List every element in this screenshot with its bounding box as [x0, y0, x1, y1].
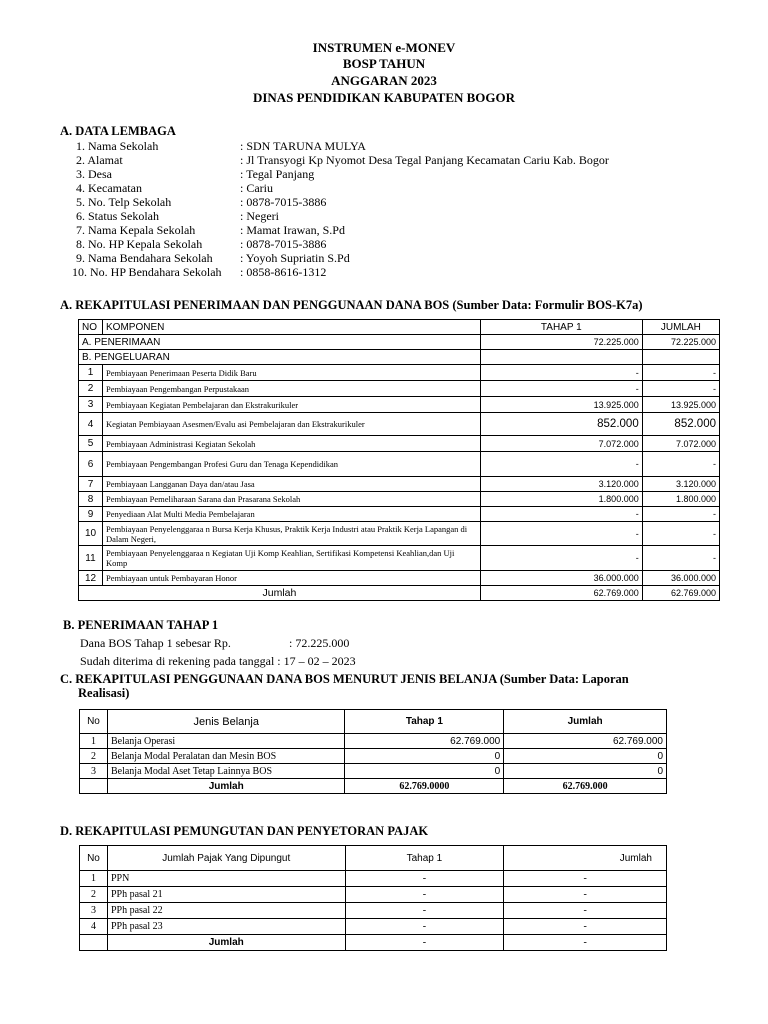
row-komponen: Pembiayaan Administrasi Kegiatan Sekolah: [103, 436, 481, 452]
info-label: 2. Alamat: [76, 153, 123, 167]
row-tahap: -: [345, 903, 504, 919]
row-no: 2: [79, 381, 103, 397]
total-tahap: 62.769.0000: [345, 779, 504, 794]
doc-title-line4: DINAS PENDIDIKAN KABUPATEN BOGOR: [252, 90, 516, 105]
jenis-belanja-table: [79, 709, 667, 794]
table-row: [79, 492, 720, 507]
table-row: [79, 452, 720, 477]
row-jenis: Belanja Modal Aset Tetap Lainnya BOS: [107, 764, 345, 779]
pajak-table: [79, 845, 667, 951]
row-tahap: 1.800.000: [480, 492, 642, 507]
info-row: [76, 181, 273, 195]
row-jenis: PPh pasal 22: [107, 903, 345, 919]
row-jumlah: 62.769.000: [504, 734, 667, 749]
info-row: [76, 237, 326, 251]
row-komponen: Pembiayaan Pemeliharaan Sarana dan Prasarana Sekolah: [103, 492, 481, 507]
row-jumlah: -: [642, 365, 719, 381]
table-row: [79, 365, 720, 381]
empty-cell: [480, 350, 642, 365]
row-no: 11: [79, 546, 103, 571]
row-komponen: Penyediaan Alat Multi Media Pembelajaran: [103, 507, 481, 522]
table-row: [80, 871, 667, 887]
row-jumlah: 7.072.000: [642, 436, 719, 452]
header-komponen: KOMPONEN: [103, 320, 481, 335]
row-jumlah: -: [642, 522, 719, 546]
section-jenis-belanja-title-2: Realisasi): [78, 686, 130, 700]
row-tahap: -: [480, 452, 642, 477]
total-jumlah: 62.769.000: [504, 779, 667, 794]
row-jumlah: 0: [504, 749, 667, 764]
info-row: [76, 251, 350, 265]
table-row: [79, 571, 720, 586]
header-jenis: Jumlah Pajak Yang Dipungut: [107, 846, 345, 871]
row-komponen: Kegiatan Pembiayaan Asesmen/Evalu asi Pembelajaran dan Ekstrakurikuler: [103, 413, 481, 436]
table-total-row: [79, 586, 720, 601]
table-row: [80, 887, 667, 903]
row-jenis: PPh pasal 21: [107, 887, 345, 903]
info-label: 7. Nama Kepala Sekolah: [76, 223, 196, 237]
table-row: [80, 919, 667, 935]
total-label: Jumlah: [79, 586, 481, 601]
empty-cell: [642, 350, 719, 365]
row-jumlah: 1.800.000: [642, 492, 719, 507]
row-jumlah: -: [642, 507, 719, 522]
info-value: : 0858-8616-1312: [240, 265, 327, 279]
row-tahap: 62.769.000: [345, 734, 504, 749]
row-komponen: Pembiayaan untuk Pembayaran Honor: [103, 571, 481, 586]
table-row: [79, 507, 720, 522]
total-label: Jumlah: [107, 935, 345, 951]
row-jenis: PPh pasal 23: [107, 919, 345, 935]
table-row: [79, 522, 720, 546]
row-tahap: 3.120.000: [480, 477, 642, 492]
row-tahap: 36.000.000: [480, 571, 642, 586]
row-komponen: Pembiayaan Penyelenggaraa n Bursa Kerja Khusus, Praktik Kerja Industri atau Praktik Kerja Lapangan di Dalam Negeri,: [103, 522, 481, 546]
row-tahap: -: [480, 522, 642, 546]
table-header-row: [80, 710, 667, 734]
info-value: : Yoyoh Supriatin S.Pd: [240, 251, 350, 265]
row-no: 4: [80, 919, 108, 935]
table-row: [79, 413, 720, 436]
row-no: 2: [80, 749, 108, 764]
info-value: : Cariu: [240, 181, 273, 195]
header-no: NO: [79, 320, 103, 335]
info-label: 6. Status Sekolah: [76, 209, 159, 223]
row-jumlah: 13.925.000: [642, 397, 719, 413]
table-row: [79, 477, 720, 492]
row-komponen: Pembiayaan Penyelenggaraa n Kegiatan Uji Komp Keahlian, Sertifikasi Kompetensi Keahlian,dan Uji Komp: [103, 546, 481, 571]
header-no: No: [80, 710, 108, 734]
row-no: 10: [79, 522, 103, 546]
row-tahap: -: [345, 919, 504, 935]
empty-cell: [80, 779, 108, 794]
info-label: 4. Kecamatan: [76, 181, 142, 195]
row-no: 3: [80, 764, 108, 779]
row-tahap: 13.925.000: [480, 397, 642, 413]
row-komponen: Pembiayaan Pengembangan Profesi Guru dan Tenaga Kependidikan: [103, 452, 481, 477]
header-jumlah: JUMLAH: [642, 320, 719, 335]
row-jumlah: -: [504, 903, 667, 919]
info-value: : 0878-7015-3886: [240, 195, 327, 209]
total-label: Jumlah: [107, 779, 345, 794]
row-no: 4: [79, 413, 103, 436]
table-row-pengeluaran: [79, 350, 720, 365]
info-row: [76, 223, 345, 237]
empty-cell: [80, 935, 108, 951]
total-jumlah: 62.769.000: [642, 586, 719, 601]
row-jenis: PPN: [107, 871, 345, 887]
table-row: [79, 381, 720, 397]
row-komponen: Pembiayaan Langganan Daya dan/atau Jasa: [103, 477, 481, 492]
row-tahap: 0: [345, 749, 504, 764]
penerimaan-line2: Sudah diterima di rekening pada tanggal : 17 – 02 – 2023: [80, 654, 356, 668]
pengeluaran-label: B. PENGELUARAN: [79, 350, 481, 365]
row-tahap: -: [345, 887, 504, 903]
total-tahap: 62.769.000: [480, 586, 642, 601]
row-tahap: -: [345, 871, 504, 887]
row-jumlah: 852.000: [642, 413, 719, 436]
total-tahap: -: [345, 935, 504, 951]
row-jenis: Belanja Operasi: [107, 734, 345, 749]
row-jumlah: -: [504, 919, 667, 935]
row-no: 3: [79, 397, 103, 413]
info-row: [76, 167, 314, 181]
table-total-row: [80, 935, 667, 951]
row-no: 8: [79, 492, 103, 507]
info-row: [76, 209, 279, 223]
header-jumlah: Jumlah: [504, 846, 667, 871]
row-tahap: 7.072.000: [480, 436, 642, 452]
row-komponen: Pembiayaan Kegiatan Pembelajaran dan Ekstrakurikuler: [103, 397, 481, 413]
row-tahap: 0: [345, 764, 504, 779]
table-row-penerimaan: [79, 335, 720, 350]
table-row: [80, 734, 667, 749]
row-no: 1: [79, 365, 103, 381]
header-tahap: Tahap 1: [345, 846, 504, 871]
header-tahap: TAHAP 1: [480, 320, 642, 335]
info-row: [76, 139, 366, 153]
table-row: [80, 903, 667, 919]
rekap-table: [78, 319, 720, 601]
section-rekap-title: A. REKAPITULASI PENERIMAAN DAN PENGGUNAAN DANA BOS (Sumber Data: Formulir BOS-K7a): [60, 298, 643, 312]
row-no: 6: [79, 452, 103, 477]
table-total-row: [80, 779, 667, 794]
row-no: 3: [80, 903, 108, 919]
row-no: 1: [80, 734, 108, 749]
row-tahap: -: [480, 381, 642, 397]
penerimaan-jumlah: 72.225.000: [642, 335, 719, 350]
section-data-lembaga-title: A. DATA LEMBAGA: [60, 124, 176, 138]
row-no: 9: [79, 507, 103, 522]
table-header-row: [80, 846, 667, 871]
table-header-row: [79, 320, 720, 335]
info-label: 8. No. HP Kepala Sekolah: [76, 237, 203, 251]
doc-title-line3: ANGGARAN 2023: [331, 73, 437, 88]
row-tahap: -: [480, 365, 642, 381]
penerimaan-value: : 72.225.000: [289, 636, 350, 650]
info-value: : SDN TARUNA MULYA: [240, 139, 366, 153]
row-no: 7: [79, 477, 103, 492]
row-jenis: Belanja Modal Peralatan dan Mesin BOS: [107, 749, 345, 764]
row-komponen: Pembiayaan Penerimaan Peserta Didik Baru: [103, 365, 481, 381]
row-jumlah: 0: [504, 764, 667, 779]
header-jenis: Jenis Belanja: [107, 710, 345, 734]
info-value: : Tegal Panjang: [240, 167, 315, 181]
row-jumlah: 3.120.000: [642, 477, 719, 492]
section-pajak-title: D. REKAPITULASI PEMUNGUTAN DAN PENYETORAN PAJAK: [60, 824, 429, 838]
info-row: [76, 153, 609, 167]
info-label: 1. Nama Sekolah: [76, 139, 159, 153]
section-penerimaan-title: B. PENERIMAAN TAHAP 1: [63, 618, 219, 632]
doc-title-line2: BOSP TAHUN: [342, 56, 426, 71]
row-jumlah: -: [504, 871, 667, 887]
table-row: [80, 764, 667, 779]
info-row: [72, 265, 326, 279]
table-row: [80, 749, 667, 764]
section-jenis-belanja-title: C. REKAPITULASI PENGGUNAAN DANA BOS MENURUT JENIS BELANJA (Sumber Data: Laporan: [60, 672, 629, 686]
penerimaan-line1: [80, 636, 349, 651]
row-jumlah: -: [642, 381, 719, 397]
header-tahap: Tahap 1: [345, 710, 504, 734]
info-label: 5. No. Telp Sekolah: [76, 195, 172, 209]
header-no: No: [80, 846, 108, 871]
penerimaan-label: Dana BOS Tahap 1 sebesar Rp.: [80, 636, 231, 650]
info-value: : Mamat Irawan, S.Pd: [240, 223, 345, 237]
row-jumlah: -: [642, 452, 719, 477]
row-tahap: 852.000: [480, 413, 642, 436]
row-no: 12: [79, 571, 103, 586]
row-jumlah: 36.000.000: [642, 571, 719, 586]
info-row: [76, 195, 326, 209]
info-label: 9. Nama Bendahara Sekolah: [76, 251, 213, 265]
row-tahap: -: [480, 546, 642, 571]
header-jumlah: Jumlah: [504, 710, 667, 734]
row-no: 2: [80, 887, 108, 903]
info-value: : Negeri: [240, 209, 279, 223]
penerimaan-tahap: 72.225.000: [480, 335, 642, 350]
row-no: 5: [79, 436, 103, 452]
row-komponen: Pembiayaan Pengembangan Perpustakaan: [103, 381, 481, 397]
total-jumlah: -: [504, 935, 667, 951]
row-jumlah: -: [504, 887, 667, 903]
info-value: : Jl Transyogi Kp Nyomot Desa Tegal Panjang Kecamatan Cariu Kab. Bogor: [240, 153, 609, 167]
info-value: : 0878-7015-3886: [240, 237, 327, 251]
row-tahap: -: [480, 507, 642, 522]
row-jumlah: -: [642, 546, 719, 571]
row-no: 1: [80, 871, 108, 887]
penerimaan-label: A. PENERIMAAN: [79, 335, 481, 350]
doc-title-line1: INSTRUMEN e-MONEV: [312, 40, 456, 55]
table-row: [79, 436, 720, 452]
info-label: 10. No. HP Bendahara Sekolah: [72, 265, 222, 279]
info-label: 3. Desa: [76, 167, 112, 181]
table-row: [79, 397, 720, 413]
table-row: [79, 546, 720, 571]
